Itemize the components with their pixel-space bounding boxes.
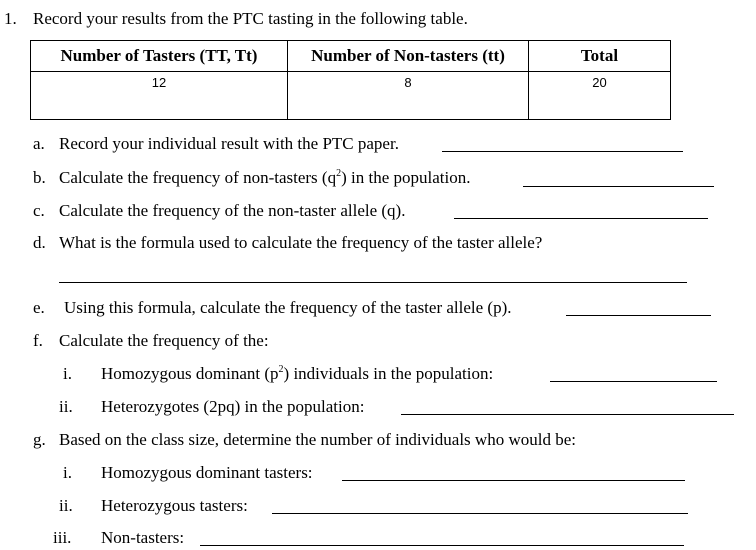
- header-tasters: Number of Tasters (TT, Tt): [31, 41, 288, 72]
- item-g-ii-label: ii.: [59, 496, 73, 515]
- item-g-ii-text: Heterozygous tasters:: [101, 496, 248, 515]
- item-f-ii-text: Heterozygotes (2pq) in the population:: [101, 397, 365, 416]
- item-c-label: c.: [33, 201, 45, 220]
- item-f-i-label: i.: [63, 364, 72, 383]
- header-total: Total: [529, 41, 671, 72]
- answer-line-g-i[interactable]: [342, 480, 685, 481]
- item-a-text: Record your individual result with the PTC paper.: [59, 134, 399, 153]
- item-a-label: a.: [33, 134, 45, 153]
- item-f-ii-label: ii.: [59, 397, 73, 416]
- cell-non-tasters[interactable]: 8: [288, 72, 529, 120]
- item-g-label: g.: [33, 430, 46, 449]
- item-d-label: d.: [33, 233, 46, 252]
- item-b-label: b.: [33, 168, 46, 187]
- question-text: Record your results from the PTC tasting in the following table.: [33, 9, 468, 28]
- item-e-label: e.: [33, 298, 45, 317]
- item-g-iii-label: iii.: [53, 528, 72, 547]
- item-g-i-text: Homozygous dominant tasters:: [101, 463, 313, 482]
- cell-total[interactable]: 20: [529, 72, 671, 120]
- table-row: [31, 72, 671, 120]
- question-number: 1.: [4, 9, 17, 28]
- item-g-iii-text: Non-tasters:: [101, 528, 185, 547]
- answer-line-e[interactable]: [566, 315, 711, 316]
- answer-line-c[interactable]: [454, 218, 708, 219]
- item-d-text: What is the formula used to calculate the frequency of the taster allele?: [59, 233, 543, 252]
- answer-line-f-i[interactable]: [550, 381, 717, 382]
- item-g-text: Based on the class size, determine the number of individuals who would be:: [59, 430, 576, 449]
- table-header-row: [31, 41, 671, 72]
- item-f-text: Calculate the frequency of the:: [59, 331, 269, 350]
- item-f-label: f.: [33, 331, 43, 350]
- answer-line-a[interactable]: [442, 151, 683, 152]
- item-g-i-label: i.: [63, 463, 72, 482]
- header-non-tasters: Number of Non-tasters (tt): [288, 41, 529, 72]
- ptc-results-table: [30, 40, 671, 120]
- answer-line-g-iii[interactable]: [200, 545, 684, 546]
- answer-line-d[interactable]: [59, 282, 687, 283]
- item-e-text: Using this formula, calculate the frequency of the taster allele (p).: [64, 298, 512, 317]
- item-f-i-text: Homozygous dominant $(p^2)$ individuals in the population:: [101, 364, 494, 383]
- cell-tasters[interactable]: 12: [31, 72, 288, 120]
- item-b-text: Calculate the frequency of non-tasters $(q^2)$ in the population.: [59, 168, 471, 187]
- answer-line-f-ii[interactable]: [401, 414, 734, 415]
- item-c-text: Calculate the frequency of the non-taster allele (q).: [59, 201, 406, 220]
- answer-line-b[interactable]: [523, 186, 714, 187]
- answer-line-g-ii[interactable]: [272, 513, 688, 514]
